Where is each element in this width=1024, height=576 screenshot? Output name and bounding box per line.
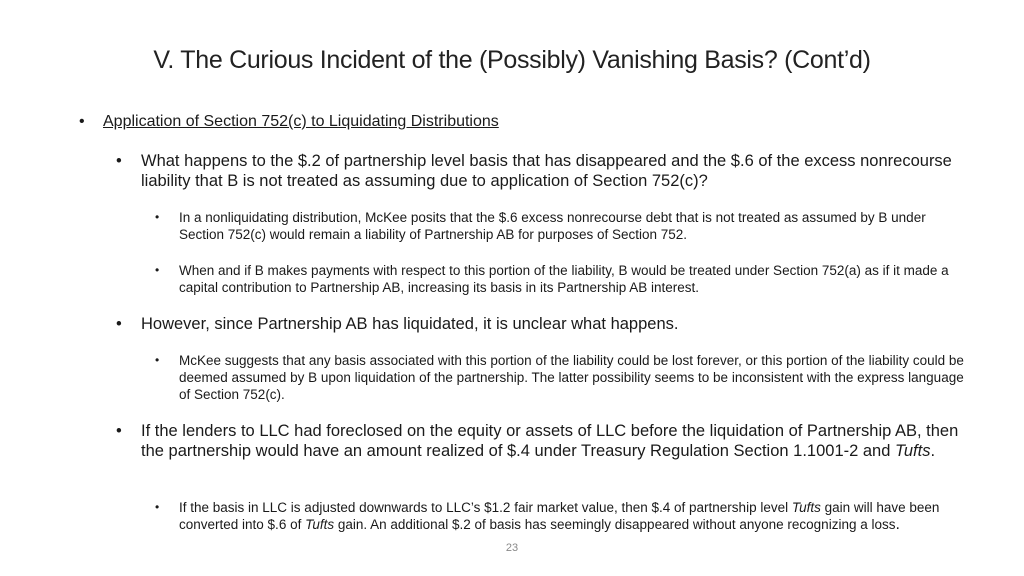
bullet-application-752c: [79, 112, 983, 132]
bullet-lenders-foreclosed: [116, 421, 961, 461]
bullet-text-part: gain will have been converted into $.6 of: [179, 500, 940, 532]
bullet-dot: •: [116, 152, 122, 170]
bullet-text: McKee suggests that any basis associated with this portion of the liability could be lost forever, or this portion of the liability could be deemed assumed by B upon liquidation of the partnership. The latter possibility seems to be inconsistent with the express language of Section 752(c).: [179, 353, 964, 402]
bullet-dot: •: [155, 500, 160, 514]
bullet-dot: •: [116, 315, 122, 333]
bullet-dot: •: [155, 353, 160, 367]
bullet-nonliquidating: [155, 209, 969, 243]
bullet-text: What happens to the $.2 of partnership level basis that has disappeared and the $.6 of the excess nonrecourse liability that B is not treated as assuming due to application of Section 752(c)?: [141, 152, 952, 190]
bullet-text-part: gain. An additional $.2 of basis has seemingly disappeared without anyone recognizing a loss: [334, 517, 896, 532]
tufts-italic: Tufts: [791, 500, 821, 515]
page-number: 23: [505, 542, 519, 554]
bullet-text-part: .: [895, 516, 900, 533]
bullet-dot: •: [116, 422, 122, 440]
tufts-italic: Tufts: [305, 517, 335, 532]
bullet-dot: •: [155, 210, 160, 224]
tufts-italic: Tufts: [895, 442, 931, 460]
bullet-text: Application of Section 752(c) to Liquidating Distributions: [103, 113, 499, 130]
bullet-however: [116, 314, 961, 334]
bullet-text: However, since Partnership AB has liquidated, it is unclear what happens.: [141, 315, 679, 333]
bullet-dot: •: [79, 113, 85, 130]
bullet-text-part: If the basis in LLC is adjusted downwards to LLC’s $1.2 fair market value, then $.4 of partnership level: [179, 500, 792, 515]
bullet-mckee-suggests: [155, 352, 969, 403]
bullet-text-part: If the lenders to LLC had foreclosed on the equity or assets of LLC before the liquidation of Partnership AB, then the partnership would have an amount realized of $.4 under Treasury Regulation Section 1.1001-2 and: [141, 422, 959, 460]
bullet-basis-adjusted: [155, 499, 969, 533]
bullet-payments: [155, 262, 969, 296]
bullet-text: When and if B makes payments with respect to this portion of the liability, B would be treated under Section 752(a) as if it made a capital contribution to Partnership AB, increasing its basis in its Partnership AB interest.: [179, 263, 949, 295]
slide-title: V. The Curious Incident of the (Possibly) Vanishing Basis? (Cont’d): [153, 46, 871, 74]
bullet-dot: •: [155, 263, 160, 277]
bullet-text-part: .: [930, 442, 936, 460]
bullet-text: In a nonliquidating distribution, McKee posits that the $.6 excess nonrecourse debt that is not treated as assumed by B under Section 752(c) would remain a liability of Partnership AB for purposes of Section 752.: [179, 210, 926, 242]
bullet-what-happens: [116, 151, 961, 191]
